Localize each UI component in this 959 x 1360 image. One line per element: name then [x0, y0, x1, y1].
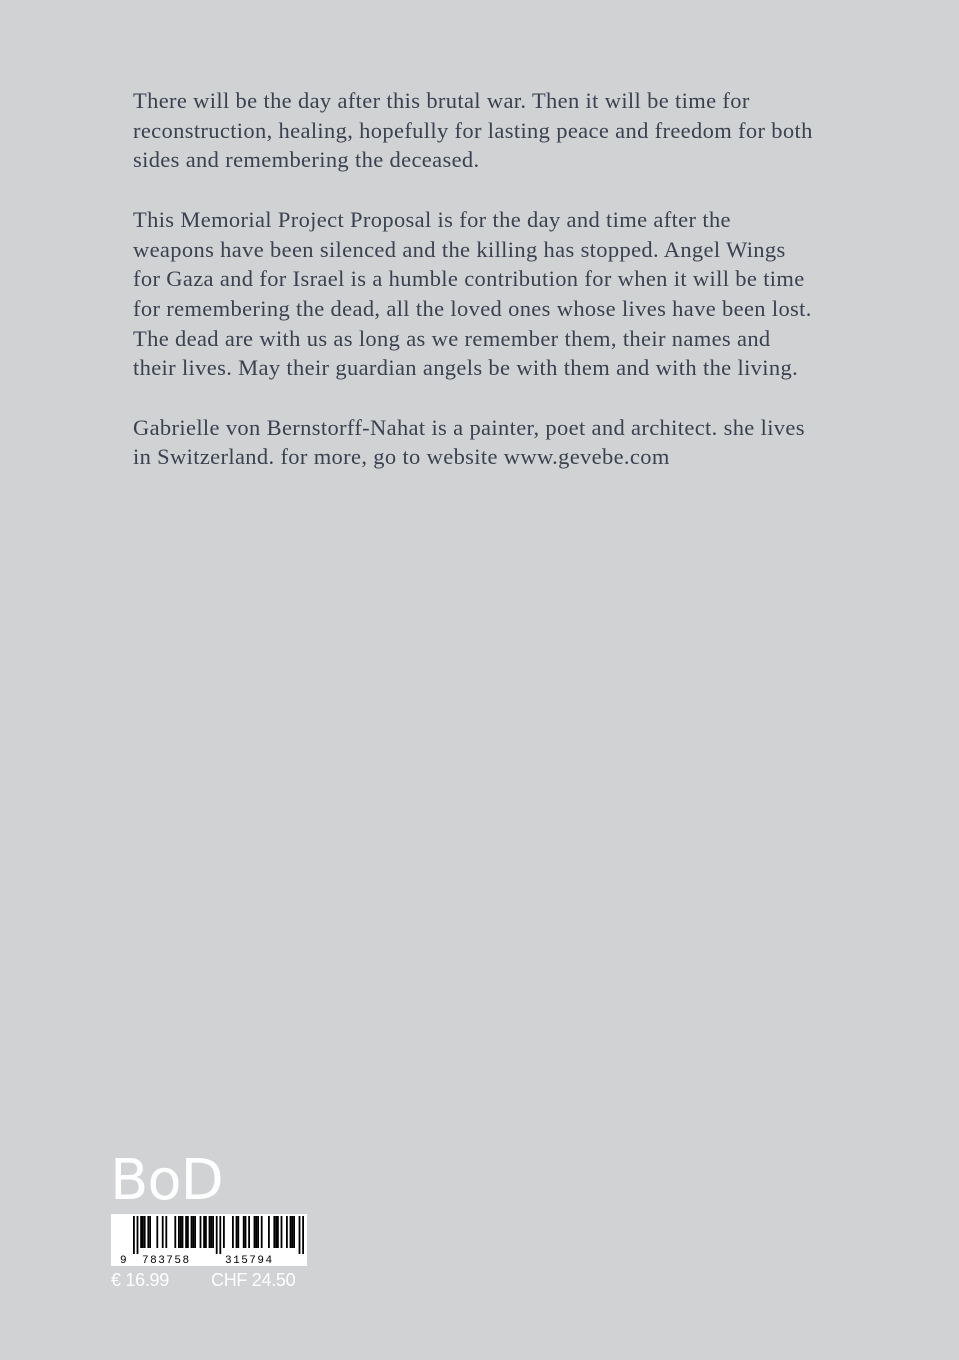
barcode-bar: [142, 1216, 144, 1248]
barcode-bar: [219, 1216, 221, 1254]
barcode-bar: [180, 1216, 182, 1248]
isbn-barcode: [111, 1214, 307, 1266]
barcode-bar: [194, 1216, 196, 1248]
price-eur: € 16.99: [111, 1270, 169, 1290]
barcode-bar: [232, 1216, 234, 1248]
barcode-bar: [275, 1216, 277, 1248]
barcode-bar: [156, 1216, 158, 1248]
barcode-bar: [174, 1216, 176, 1248]
paragraph-memorial-proposal: This Memorial Project Proposal is for the day and time after the weapons have been silenced and the killing has stopped. Angel Wings for Gaza and for Israel is a humble contribution for when it will be time for remembering the dead, all the loved ones whose lives have been lost. The dead are with us as long as we remember them, their names and their lives. May their guardian angels be with them and with the living.: [133, 206, 812, 381]
barcode-bar: [200, 1216, 202, 1248]
price-chf: CHF 24.50: [211, 1270, 296, 1290]
barcode-bar: [191, 1216, 193, 1248]
barcode-bar: [212, 1216, 214, 1248]
barcode-bar: [205, 1216, 207, 1248]
barcode-bar: [257, 1216, 259, 1248]
barcode-bar: [162, 1216, 164, 1248]
barcode-bar: [281, 1216, 283, 1248]
barcode-bar: [182, 1216, 184, 1248]
barcode-bar: [236, 1216, 238, 1248]
barcode-bar: [147, 1216, 149, 1248]
barcode-bar: [185, 1216, 187, 1248]
barcode-bar: [286, 1216, 288, 1248]
barcode-lead-digit: 9: [120, 1255, 127, 1266]
barcode-bar: [291, 1216, 293, 1248]
barcode-bar: [144, 1216, 146, 1248]
barcode-bar: [248, 1216, 250, 1248]
barcode-bar: [302, 1216, 304, 1254]
back-cover-text: [133, 86, 813, 502]
barcode-bar: [254, 1216, 256, 1248]
barcode-right-group: 315794: [225, 1255, 274, 1266]
barcode-bar: [187, 1216, 189, 1248]
barcode-bar: [293, 1216, 295, 1248]
barcode-bar: [133, 1216, 135, 1254]
barcode-bar: [255, 1216, 257, 1248]
barcode-bar: [237, 1216, 239, 1248]
barcode-bar: [209, 1216, 211, 1248]
barcode-bar: [243, 1216, 245, 1248]
barcode-bar: [216, 1216, 218, 1254]
barcode-bar: [165, 1216, 167, 1248]
barcode-bar: [290, 1216, 292, 1248]
barcode-bar: [261, 1216, 263, 1248]
barcode-bar: [192, 1216, 194, 1248]
barcode-bar: [149, 1216, 151, 1248]
paragraph-author-bio: Gabrielle von Bernstorff-Nahat is a painter, poet and architect. she lives in Switzerland. for more, go to website www.gevebe.com: [133, 414, 805, 470]
paragraph-intro: There will be the day after this brutal war. Then it will be time for reconstruction, healing, hopefully for lasting peace and freedom for both sides and remembering the deceased.: [133, 88, 813, 173]
barcode-bar: [223, 1216, 225, 1248]
publisher-logo: BoD: [110, 1148, 223, 1213]
barcode-bar: [137, 1216, 139, 1254]
barcode-bar: [178, 1216, 180, 1248]
barcode-graphic: [111, 1214, 307, 1266]
barcode-bar: [268, 1216, 270, 1248]
barcode-bar: [273, 1216, 275, 1248]
barcode-bar: [277, 1216, 279, 1248]
barcode-left-group: 783758: [142, 1255, 191, 1266]
barcode-bar: [203, 1216, 205, 1248]
barcode-bar: [299, 1216, 301, 1254]
barcode-bar: [140, 1216, 142, 1248]
barcode-bar: [210, 1216, 212, 1248]
barcode-bar: [245, 1216, 247, 1248]
